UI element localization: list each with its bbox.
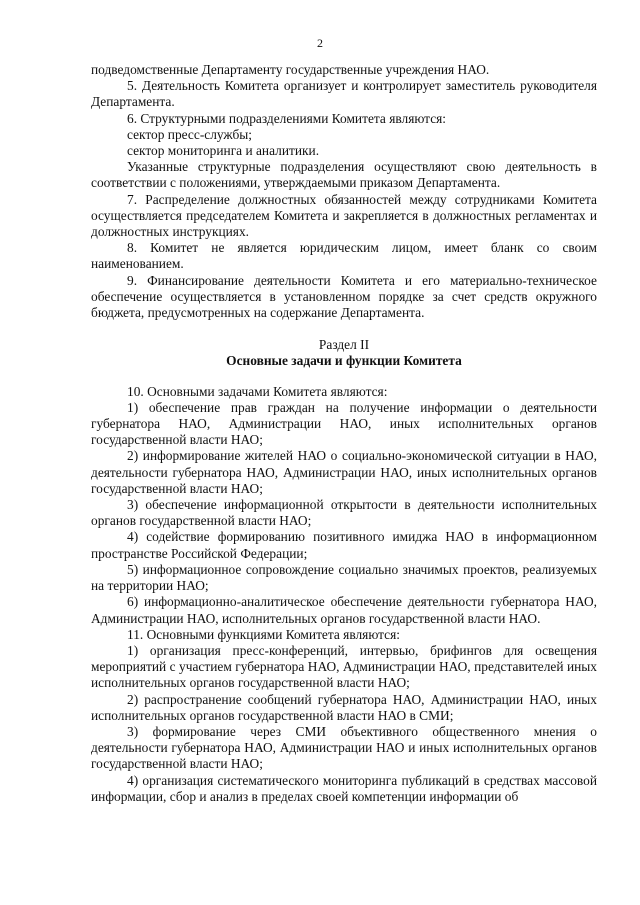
paragraph: 5) информационное сопровождение социально значимых проектов, реализуемых на территории НАО; xyxy=(91,561,597,594)
paragraph: 3) обеспечение информационной открытости в деятельности исполнительных органов государственной власти НАО; xyxy=(91,497,597,529)
paragraph: сектор пресс-службы; xyxy=(127,126,253,142)
paragraph: 2) информирование жителей НАО о социально-экономической ситуации в НАО, деятельности губернатора НАО, Администрации НАО, иных исполнительных органов государственной власти НАО; xyxy=(91,448,597,496)
paragraphs-top xyxy=(91,62,597,321)
paragraph: сектор мониторинга и аналитики. xyxy=(127,143,320,159)
paragraphs-bottom xyxy=(91,384,597,805)
paragraph: Указанные структурные подразделения осуществляют свою деятельность в соответствии с положениями, утверждаемыми приказом Департамента. xyxy=(91,159,597,191)
paragraph: 4) содействие формированию позитивного имиджа НАО в информационном пространстве Российской Федерации; xyxy=(91,529,597,561)
paragraph: 4) организация систематического мониторинга публикаций в средствах массовой информации, сбор и анализ в пределах своей компетенции информации об xyxy=(91,772,597,804)
paragraph: 7. Распределение должностных обязанностей между сотрудниками Комитета осуществляется председателем Комитета и закрепляется в должностных регламентах и должностных инструкциях. xyxy=(91,191,597,240)
paragraph: 9. Финансирование деятельности Комитета и его материально-техническое обеспечение осуществляется в установленном порядке за счет средств окружного бюджета, предусмотренных на содержание Департамента. xyxy=(91,272,597,321)
paragraph: подведомственные Департаменту государственные учреждения НАО. xyxy=(91,62,490,77)
paragraph: 3) формирование через СМИ объективного общественного мнения о деятельности губернатора НАО, Администрации НАО и иных исполнительных органов государственной власти НАО; xyxy=(91,723,597,772)
paragraph: 1) обеспечение прав граждан на получение информации о деятельности губернатора НАО, Администрации НАО, иных исполнительных органов государственной власти НАО; xyxy=(91,399,597,448)
paragraph: 5. Деятельность Комитета организует и контролирует заместитель руководителя Департамента. xyxy=(91,78,597,110)
paragraph: 1) организация пресс-конференций, интервью, брифингов для освещения мероприятий с участием губернатора НАО, Администрации НАО, представителей иных исполнительных органов государственной власти НАО; xyxy=(91,642,597,691)
paragraph: 8. Комитет не является юридическим лицом, имеет бланк со своим наименованием. xyxy=(91,240,597,272)
section-title: Основные задачи и функции Комитета xyxy=(226,353,462,369)
section-title-spacer xyxy=(91,370,597,384)
paragraph: 6. Структурными подразделениями Комитета являются: xyxy=(127,110,447,126)
paragraph: 2) распространение сообщений губернатора НАО, Администрации НАО, иных исполнительных органов государственной власти НАО в СМИ; xyxy=(91,691,597,723)
paragraph: 11. Основными функциями Комитета являются: xyxy=(127,626,400,642)
page-number: 2 xyxy=(317,36,323,50)
section-label: Раздел II xyxy=(318,337,370,353)
paragraph: 10. Основными задачами Комитета являются: xyxy=(127,383,388,399)
document-body xyxy=(91,62,597,805)
paragraph: 6) информационно-аналитическое обеспечение деятельности губернатора НАО, Администрации НАО, исполнительных органов государственной власти НАО. xyxy=(91,594,597,626)
section-spacer xyxy=(91,321,597,337)
